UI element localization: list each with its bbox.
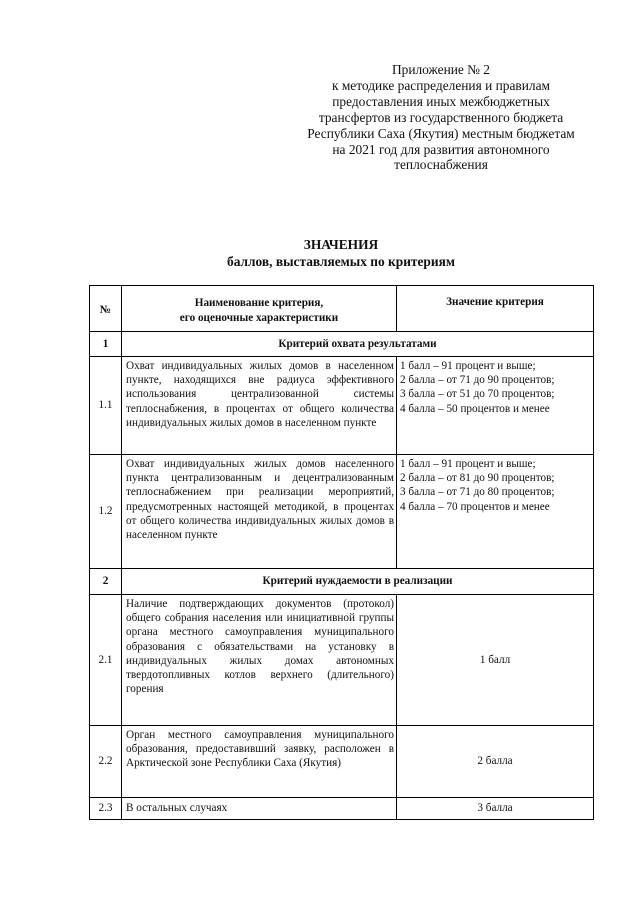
row-num: 2.2 — [90, 726, 122, 798]
header-name — [122, 286, 397, 332]
appendix-line: трансфертов из государственного бюджета — [318, 109, 564, 125]
appendix-line: предоставления иных межбюджетных — [332, 93, 550, 109]
row-num: 1.1 — [90, 357, 122, 455]
criterion-text: В остальных случаях — [122, 798, 397, 820]
value-line: 3 балла – от 51 до 70 процентов; — [400, 388, 555, 401]
appendix-line: Республики Саха (Якутия) местным бюджетам — [307, 125, 575, 141]
value-line: 1 балл – 91 процент и выше; — [400, 360, 536, 372]
section-title: Критерий нуждаемости в реализации — [122, 569, 594, 595]
criteria-table — [89, 285, 594, 820]
value-line: 4 балла – 50 процентов и менее — [400, 402, 550, 415]
value-line: 2 балла – от 71 до 90 процентов; — [400, 374, 555, 387]
appendix-line: на 2021 год для развития автономного — [332, 141, 550, 157]
appendix-line: Приложение № 2 — [391, 62, 491, 77]
section-row — [90, 332, 594, 357]
header-name-line2: его оценочные характеристики — [179, 311, 339, 324]
header-value: Значение критерия — [397, 286, 594, 332]
appendix-line: к методике распределения и правилам — [331, 77, 551, 93]
value-line: 2 балла – от 81 до 90 процентов; — [400, 472, 555, 485]
heading-title: ЗНАЧЕНИЯ — [303, 237, 379, 252]
criterion-value: 1 балл — [397, 595, 594, 726]
criterion-values — [397, 455, 594, 569]
heading-subtitle: баллов, выставляемых по критериям — [227, 254, 455, 269]
row-num: 2.1 — [90, 595, 122, 726]
criterion-values — [397, 357, 594, 455]
appendix-header — [280, 62, 602, 173]
value-line: 4 балла – 70 процентов и менее — [400, 500, 550, 513]
header-num: № — [90, 286, 122, 332]
criterion-text: Охват индивидуальных жилых домов в населенном пункте, находящихся вне радиуса эффективного использования централизованной системы теплоснабжения, в процентах от общего количества индивидуальных жилых домов в населенном пункте — [122, 357, 397, 455]
table-row — [90, 455, 594, 569]
row-num: 2.3 — [90, 798, 122, 820]
value-line: 3 балла – от 71 до 80 процентов; — [400, 486, 555, 499]
table-row — [90, 798, 594, 820]
section-num: 1 — [90, 332, 122, 357]
criterion-text: Орган местного самоуправления муниципального образования, предоставивший заявку, расположен в Арктической зоне Республики Саха (Якутия) — [122, 726, 397, 798]
criterion-text: Наличие подтверждающих документов (протокол) общего собрания населения или инициативной группы органа местного самоуправления муниципального образования с обязательствами на установку в индивидуальных жилых домах автономных твердотопливных котлов верхнего (длительного) горения — [122, 595, 397, 726]
criterion-text: Охват индивидуальных жилых домов населенного пункта централизованным и децентрализованным теплоснабжением при реализации мероприятий, предусмотренных настоящей методикой, в процентах от общего количества индивидуальных жилых домов в населенном пункте — [122, 455, 397, 569]
document-heading — [90, 236, 592, 270]
value-line: 1 балл – 91 процент и выше; — [400, 458, 536, 470]
criterion-value: 2 балла — [397, 726, 594, 798]
section-num: 2 — [90, 569, 122, 595]
table-row — [90, 357, 594, 455]
table-row — [90, 726, 594, 798]
section-title: Критерий охвата результатами — [122, 332, 594, 357]
criterion-value: 3 балла — [397, 798, 594, 820]
section-row — [90, 569, 594, 595]
row-num: 1.2 — [90, 455, 122, 569]
header-name-line1: Наименование критерия, — [194, 297, 324, 310]
appendix-line: теплоснабжения — [394, 157, 488, 173]
table-header-row — [90, 286, 594, 332]
table-row — [90, 595, 594, 726]
